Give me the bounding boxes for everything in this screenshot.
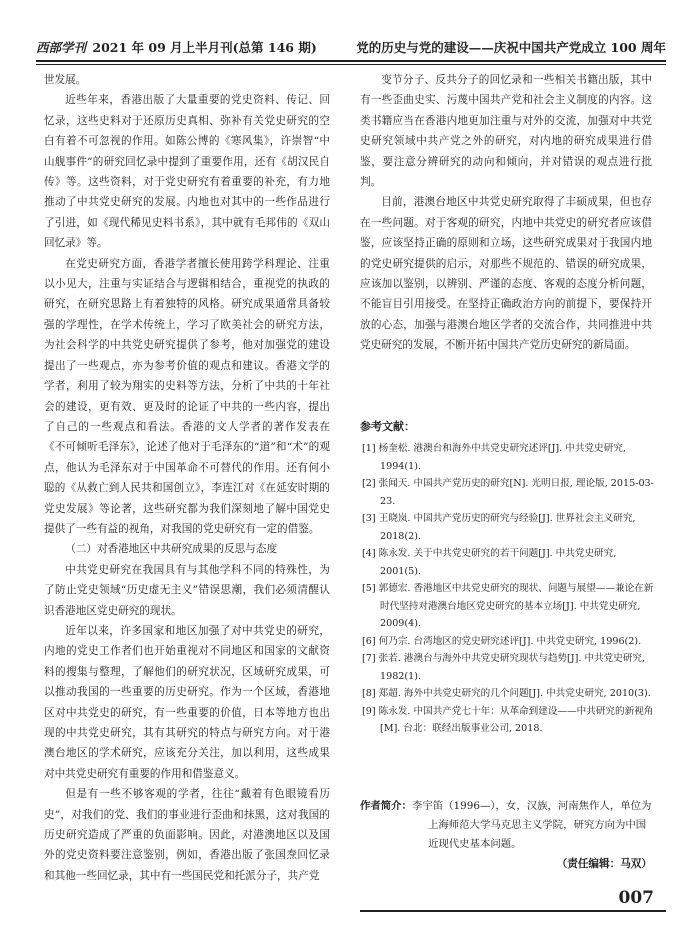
reference-item: [9] 陈永发. 中国共产党七十年：从革命到建设——中共研究的新视角[M]. 台北：联经出版事业公司, 2018. — [362, 705, 654, 734]
journal-brand-logo: 西部学刊 — [36, 40, 87, 55]
author-bio-text: 李宇笛（1996—），女，汉族，河南焦作人，单位为上海师范大学马克思主义学院，研究方向为中国近现代史基本问题。 — [411, 800, 652, 850]
author-bio — [360, 797, 652, 854]
left-column — [44, 70, 330, 886]
reference-item: [7] 张若. 港澳台与海外中共党史研究现状与趋势[J]. 中共党史研究, 1982(1). — [362, 653, 646, 682]
section-heading: （二）对香港地区中共研究成果的反思与态度 — [65, 543, 278, 556]
reference-item: [8] 郑超. 海外中共党史研究的几个问题[J]. 中共党史研究, 2010(3). — [362, 688, 651, 699]
journal-issue: 2021 年 09 月上半月刊(总第 146 期) — [92, 40, 317, 55]
references-title: 参考文献： — [360, 420, 415, 433]
paragraph: 目前，港澳台地区中共党史研究取得了丰硕成果，但也存在一些问题。对于客观的研究，内地中共党史的研究者应该借鉴，应该坚持正确的原则和立场，这些研究成果对于我国内地的党史研究提供的启示，对那些不规范的、错误的研究成果，应该加以鉴别，以辨别、严谨的态度、客观的态度分析问题，不能盲目引用接受。在坚持正确政治方向的前提下，要保持开放的心态，加强与港澳台地区学者的交流合作，共同推进中共党史研究的发展，不断开拓中国共产党历史研究的新局面。 — [360, 196, 652, 352]
paragraph: 中共党史研究在我国具有与其他学科不同的特殊性，为了防止党史领域“历史虚无主义”错误思潮，我们必须清醒认识香港地区党史研究的现状。 — [44, 563, 330, 617]
references-list — [362, 440, 654, 738]
journal-column-title: 党的历史与党的建设——庆祝中国共产党成立 100 周年 — [356, 40, 666, 55]
paragraph: 但是有一些不够客观的学者，往往“戴着有色眼镜看历史”，对我们的党、我们的事业进行歪曲和抹黑，这对我国的历史研究造成了严重的负面影响。因此，对港澳地区以及国外的党史资料要注意鉴别，例如，香港出版了张国焘回忆录和其他一些回忆录，其中有一些国民党和托派分子，共产党 — [44, 788, 330, 882]
paragraph: 在党史研究方面，香港学者擅长使用跨学科理论、注重以小见大，注重与实证结合与逻辑相结合，重视党的执政的研究，在研究思路上有着独特的风格。研究成果通常具备较强的学理性，在学术传统上，学习了欧美社会的研究方法，为社会科学的中共党史研究提供了参考，他对加强党的建设提出了一些观点，亦为参考价值的观点和建议。香港文学的学者，利用了较为翔实的史料等方法，分析了中共的十年社会的建设，更有效、更及时的论证了中共的一些内容，提出了自己的一些观点和看法。香港的文人学者的著作发表在《不可倾听毛泽东》，论述了他对于毛泽东的“道”和“术”的观点，他认为毛泽东对于中国革命不可替代的作用。还有何小聪的《从救亡到人民共和国创立》，李连江对《在延安时期的党史发展》等论著，这些研究都为我们深刻地了解中国党史提供了一些有益的视角，对我国的党史研究有一定的借鉴。 — [44, 257, 330, 535]
footer-rule — [360, 910, 666, 912]
right-column — [360, 70, 652, 356]
paragraph: 近年以来，许多国家和地区加强了对中共党史的研究，内地的党史工作者们也开始重视对不同地区和国家的文献资料的搜集与整理，了解他们的研究状况，区域研究成果，可以推动我国的一些重要的历史研究。作为一个区域，香港地区对中共党史的研究，有一些重要的价值，日本等地方也出现的中共党史研究，其有其研究的特点与研究方向。对于港澳台地区的学术研究，应该充分关注，加以利用，这些成果对中共党史研究有重要的作用和借鉴意义。 — [44, 624, 330, 780]
header-rule-thick — [36, 60, 666, 62]
reference-item: [1] 杨奎松. 港澳台和海外中共党史研究述评[J]. 中共党史研究, 1994(1). — [362, 443, 626, 472]
paragraph: 世发展。 — [44, 74, 87, 86]
header-rule-thin — [36, 64, 666, 65]
paragraph: 变节分子、反共分子的回忆录和一些相关书籍出版，其中有一些歪曲史实、污蔑中国共产党和社会主义制度的内容。这类书籍应当在香港内地更加注重与对外的交流，加强对中共党史研究领域中共产党之外的研究，对内地的研究成果进行借鉴，要注意分辨研究的动向和倾向，并对错误的观点进行批判。 — [360, 74, 652, 189]
reference-item: [5] 郭德宏. 香港地区中共党史研究的现状、问题与展望——兼论在新时代坚持对港澳台地区党史研究的基本立场[J]. 中共党史研究, 2009(4). — [362, 583, 654, 629]
author-bio-label: 作者简介： — [360, 800, 412, 812]
paragraph: 近些年来，香港出版了大量重要的党史资料、传记、回忆录，这些史料对于还原历史真相、弥补有关党史研究的空白有着不可忽视的作用。如陈公博的《寒风集》，许崇智“中山舰事件”的研究回忆录中提到了重要作用，还有《胡汉民自传》等。这些资料，对于党史研究有着重要的补充，有力地推动了中共党史研究的发展。内地也对其中的一些作品进行了引进，如《现代稀见史料书系》，其中就有毛邦伟的《双山回忆录》等。 — [44, 94, 330, 250]
journal-header-left — [36, 38, 317, 56]
reference-item: [6] 何乃宗. 台湾地区的党史研究述评[J]. 中共党史研究, 1996(2). — [362, 635, 642, 647]
reference-item: [3] 王晓岚. 中国共产党历史的研究与经验[J]. 世界社会主义研究, 2018(2). — [362, 513, 636, 542]
reference-item: [2] 张闻天. 中国共产党历史的研究[N]. 光明日报, 理论版, 2015-03-23. — [362, 478, 654, 507]
reference-item: [4] 陈永发. 关于中共党史研究的若干问题[J]. 中共党史研究, 2001(5). — [362, 548, 617, 577]
page-number: 007 — [618, 888, 654, 908]
responsible-editor: （责任编辑：马双） — [556, 858, 652, 870]
